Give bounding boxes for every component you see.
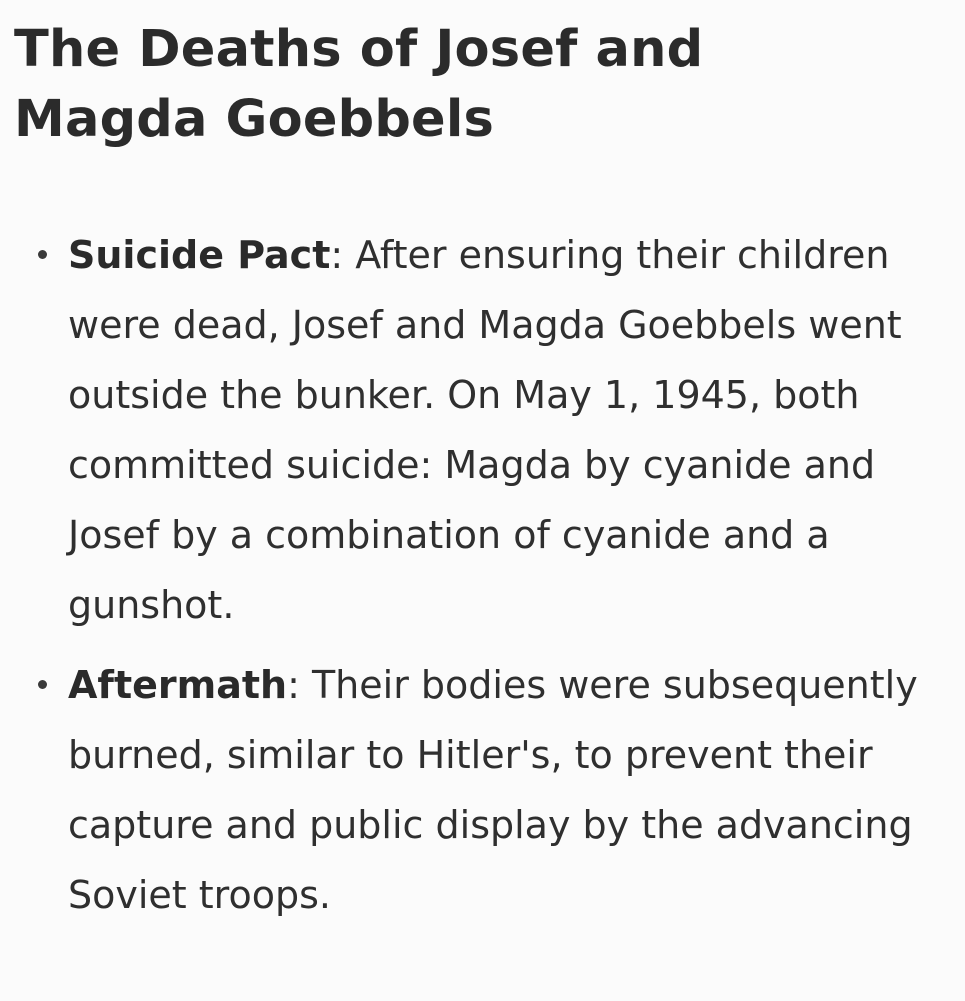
bullet-icon [38, 250, 47, 259]
bullet-text: : After ensuring their children were dead, Josef and Magda Goebbels went outside the bunker. On May 1, 1945, both committed suicide: Magda by cyanide and Josef by a combination of cyanide and a gunshot. [68, 233, 902, 627]
list-item-suicide-pact [0, 220, 928, 640]
bullet-term: Aftermath [68, 663, 288, 707]
bullet-text: : Their bodies were subsequently burned, similar to Hitler's, to prevent their capture and public display by the advancing Soviet troops. [68, 663, 918, 917]
bullet-icon [38, 680, 47, 689]
bullet-list [0, 220, 965, 940]
page-title: The Deaths of Josef and Magda Goebbels [14, 20, 704, 149]
bullet-term: Suicide Pact [68, 233, 331, 277]
list-item-aftermath [0, 650, 928, 930]
